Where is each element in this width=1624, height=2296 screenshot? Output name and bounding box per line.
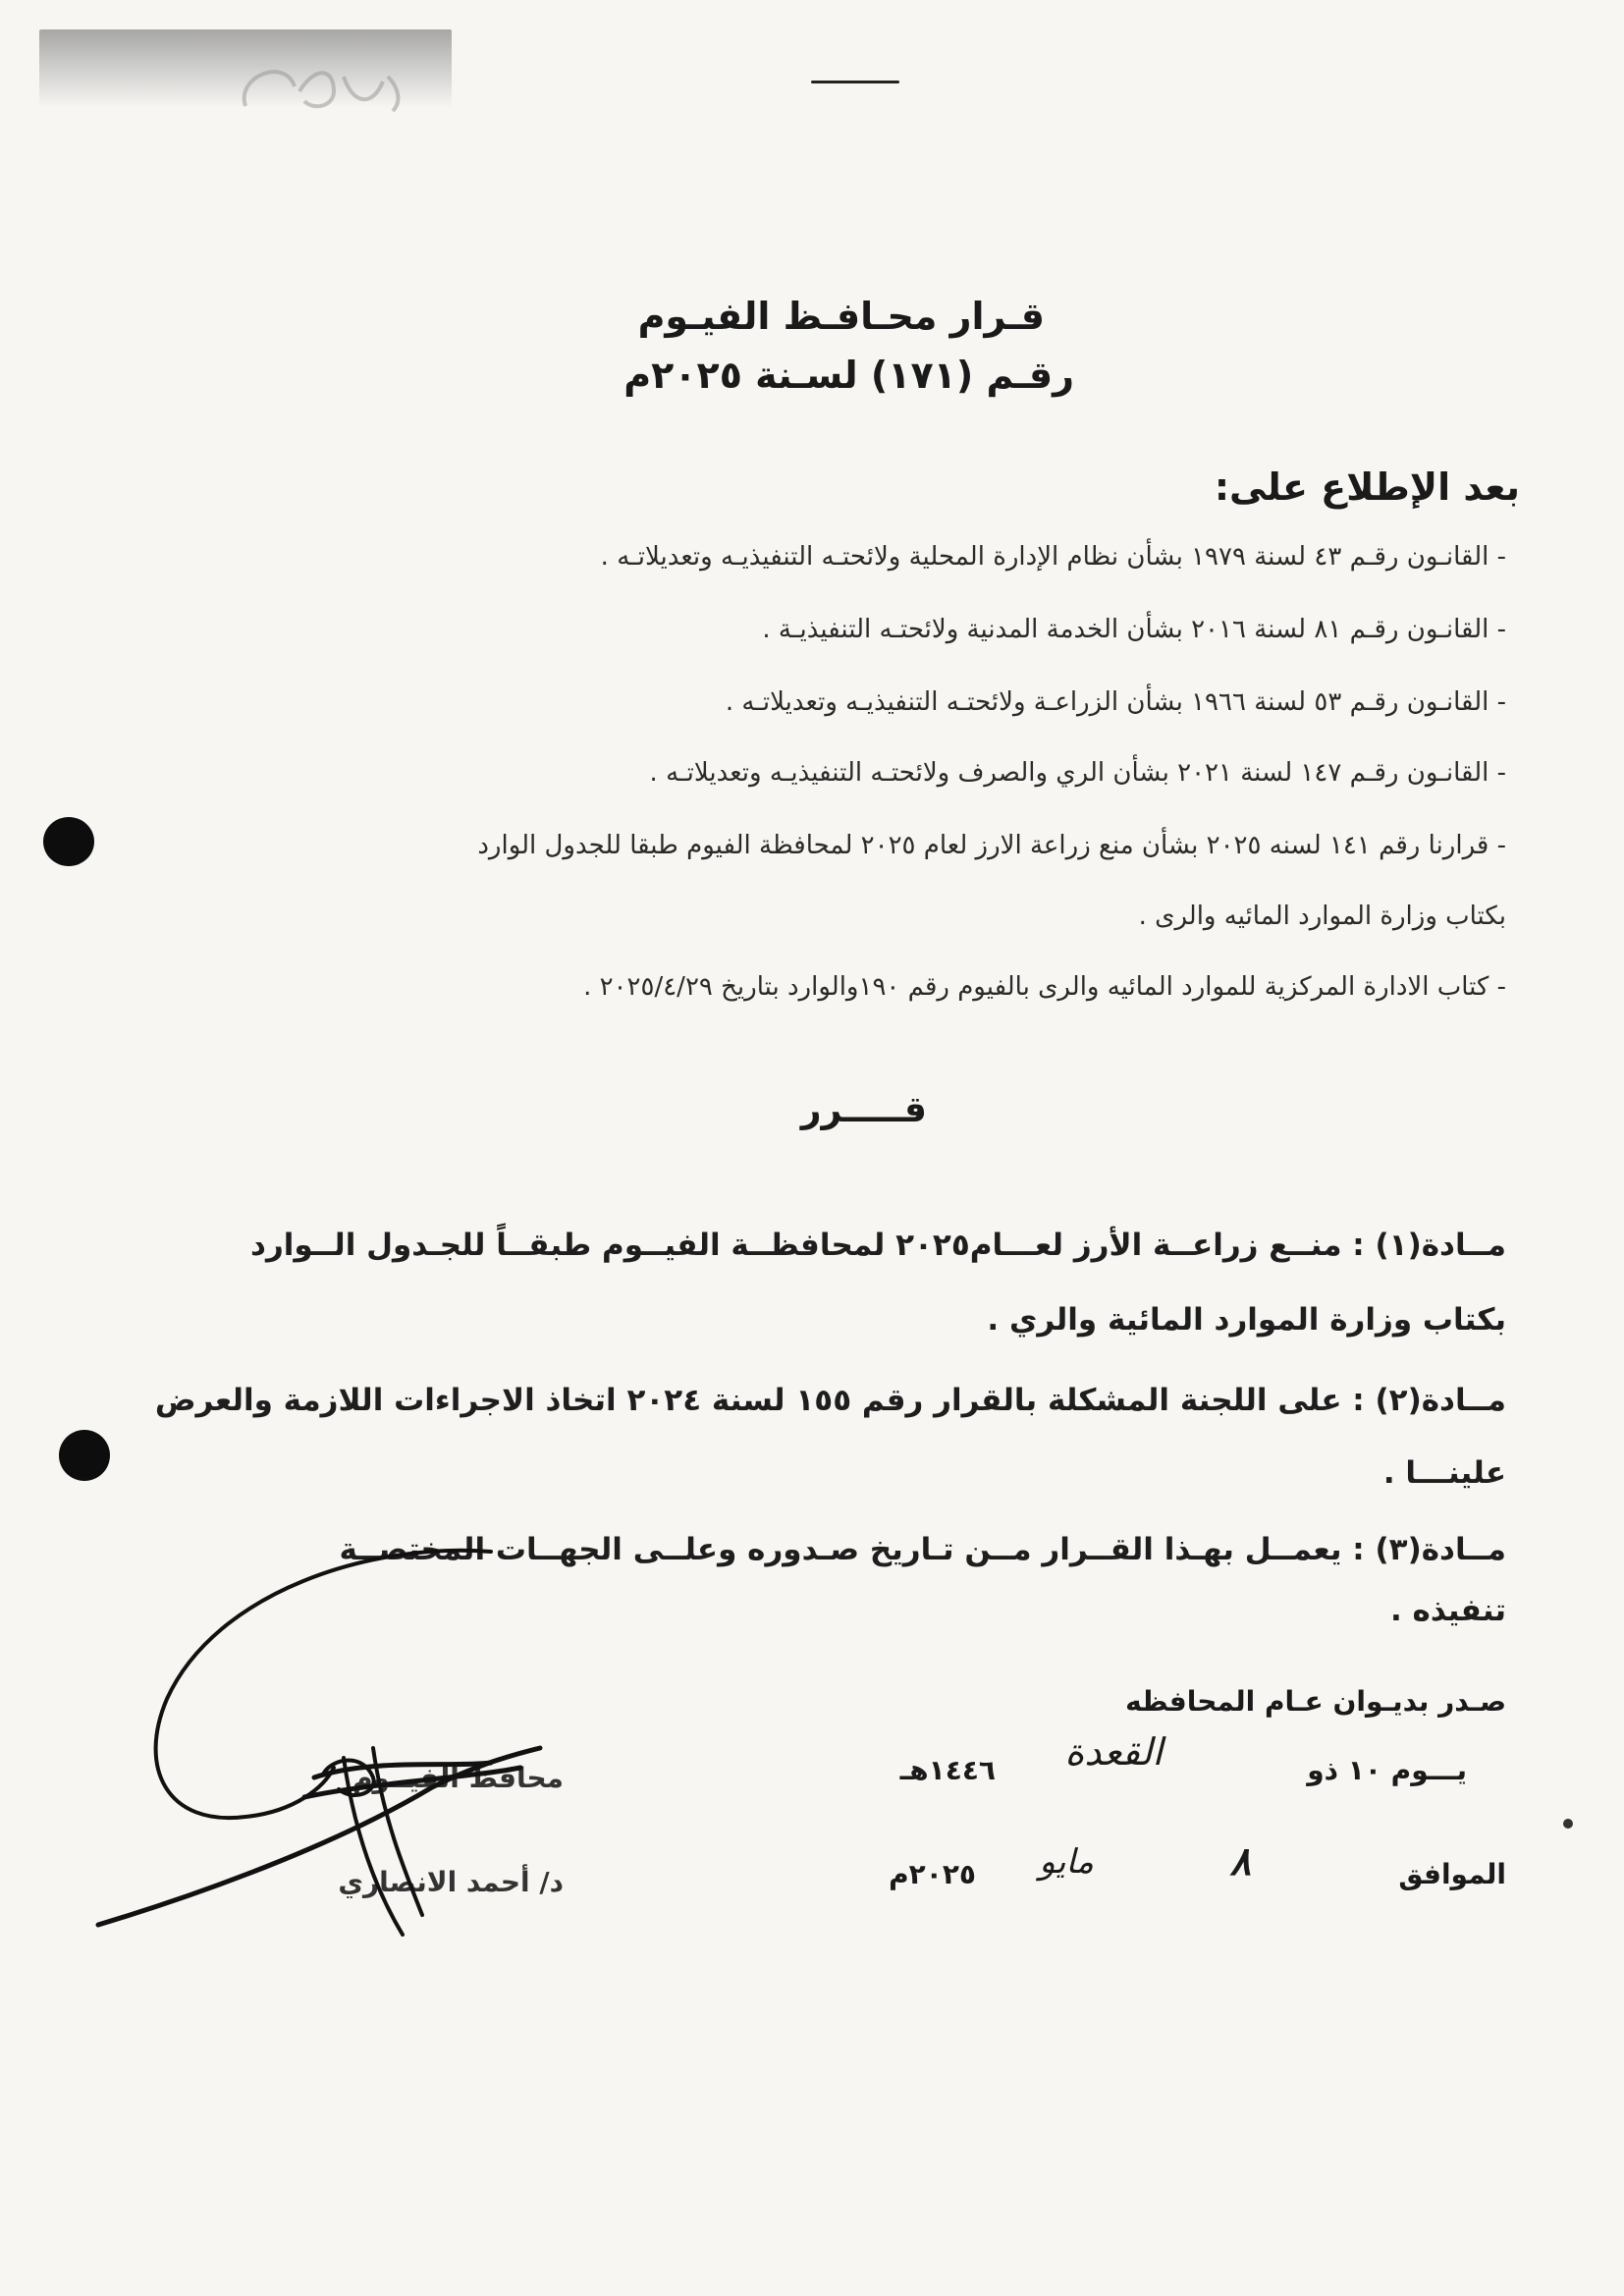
decree-title: قـرار محـافـظ الفيـوم [637,295,1045,338]
gregorian-date-month-handwritten: مايو [1039,1842,1094,1882]
hijri-date-day: يـــوم ١٠ ذو [1307,1754,1467,1786]
preamble-item: - القانـون رقـم ٤٣ لسنة ١٩٧٩ بشأن نظام الإدارة المحلية ولائحتـه التنفيذيـه وتعديلاتـه . [600,542,1506,572]
decree-number: رقـم (١٧١) لسـنة ٢٠٢٥م [623,354,1074,397]
issued-at: صـدر بديـوان عـام المحافظه [1125,1685,1506,1718]
gregorian-date-year: ٢٠٢٥م [889,1858,976,1890]
hijri-date-year: ١٤٤٦هـ [899,1754,996,1786]
gregorian-date-day-handwritten: ٨ [1229,1838,1251,1885]
top-dash-mark [811,81,899,83]
preamble-item: - القانـون رقـم ٨١ لسنة ٢٠١٦ بشأن الخدمة المدنية ولائحتـه التنفيذيـة . [762,615,1506,644]
preamble-item-continuation: بكتاب وزارة الموارد المائيه والرى . [1138,902,1506,931]
punch-hole-mark [43,817,94,866]
preamble-item: - قرارنا رقم ١٤١ لسنه ٢٠٢٥ بشأن منع زراعة الارز لعام ٢٠٢٥ لمحافظة الفيوم طبقا للجدول الوارد [477,831,1506,860]
preamble-heading: بعد الإطلاع على: [1214,465,1520,509]
article-1-continuation: بكتاب وزارة الموارد المائية والري . [987,1302,1506,1338]
faint-stamp-mark [226,47,412,136]
decision-heading: قـــــرر [800,1090,927,1130]
handwritten-signature [79,1532,668,1954]
article-2-continuation: علينـــا . [1382,1455,1506,1491]
article-2-text: مــادة(٢) : على اللجنة المشكلة بالقرار رقم ١٥٥ لسنة ٢٠٢٤ اتخاذ الاجراءات اللازمة والعرض [154,1383,1506,1418]
hijri-date-month-handwritten: القعدة [1064,1730,1163,1774]
article-3-continuation: تنفيذه . [1389,1593,1506,1628]
punch-hole-mark [59,1430,110,1481]
gregorian-date-label: الموافق [1398,1858,1506,1890]
signatory-title: محافظ الفيــوم [352,1762,564,1794]
preamble-item: - كتاب الادارة المركزية للموارد المائيه والرى بالفيوم رقم ١٩٠والوارد بتاريخ ٢٠٢٥/٤/٢٩ . [583,972,1506,1002]
preamble-item: - القانـون رقـم ٥٣ لسنة ١٩٦٦ بشأن الزراعـة ولائحتـه التنفيذيـه وتعديلاتـه . [725,687,1506,717]
preamble-item: - القانـون رقـم ١٤٧ لسنة ٢٠٢١ بشأن الري والصرف ولائحتـه التنفيذيـه وتعديلاتـه . [649,758,1506,788]
edge-dot-mark [1563,1819,1573,1829]
signatory-name: د/ أحمد الانصاري [338,1866,564,1898]
article-1-text: مــادة(١) : منــع زراعــة الأرز لعـــام٢٠٢٥ لمحافظــة الفيــوم طبقــاً للجـدول الــوارد [250,1228,1506,1263]
article-3-text: مــادة(٣) : يعمــل بهـذا القــرار مــن تـاريخ صـدوره وعلــى الجهــات المختصــة [339,1532,1506,1567]
